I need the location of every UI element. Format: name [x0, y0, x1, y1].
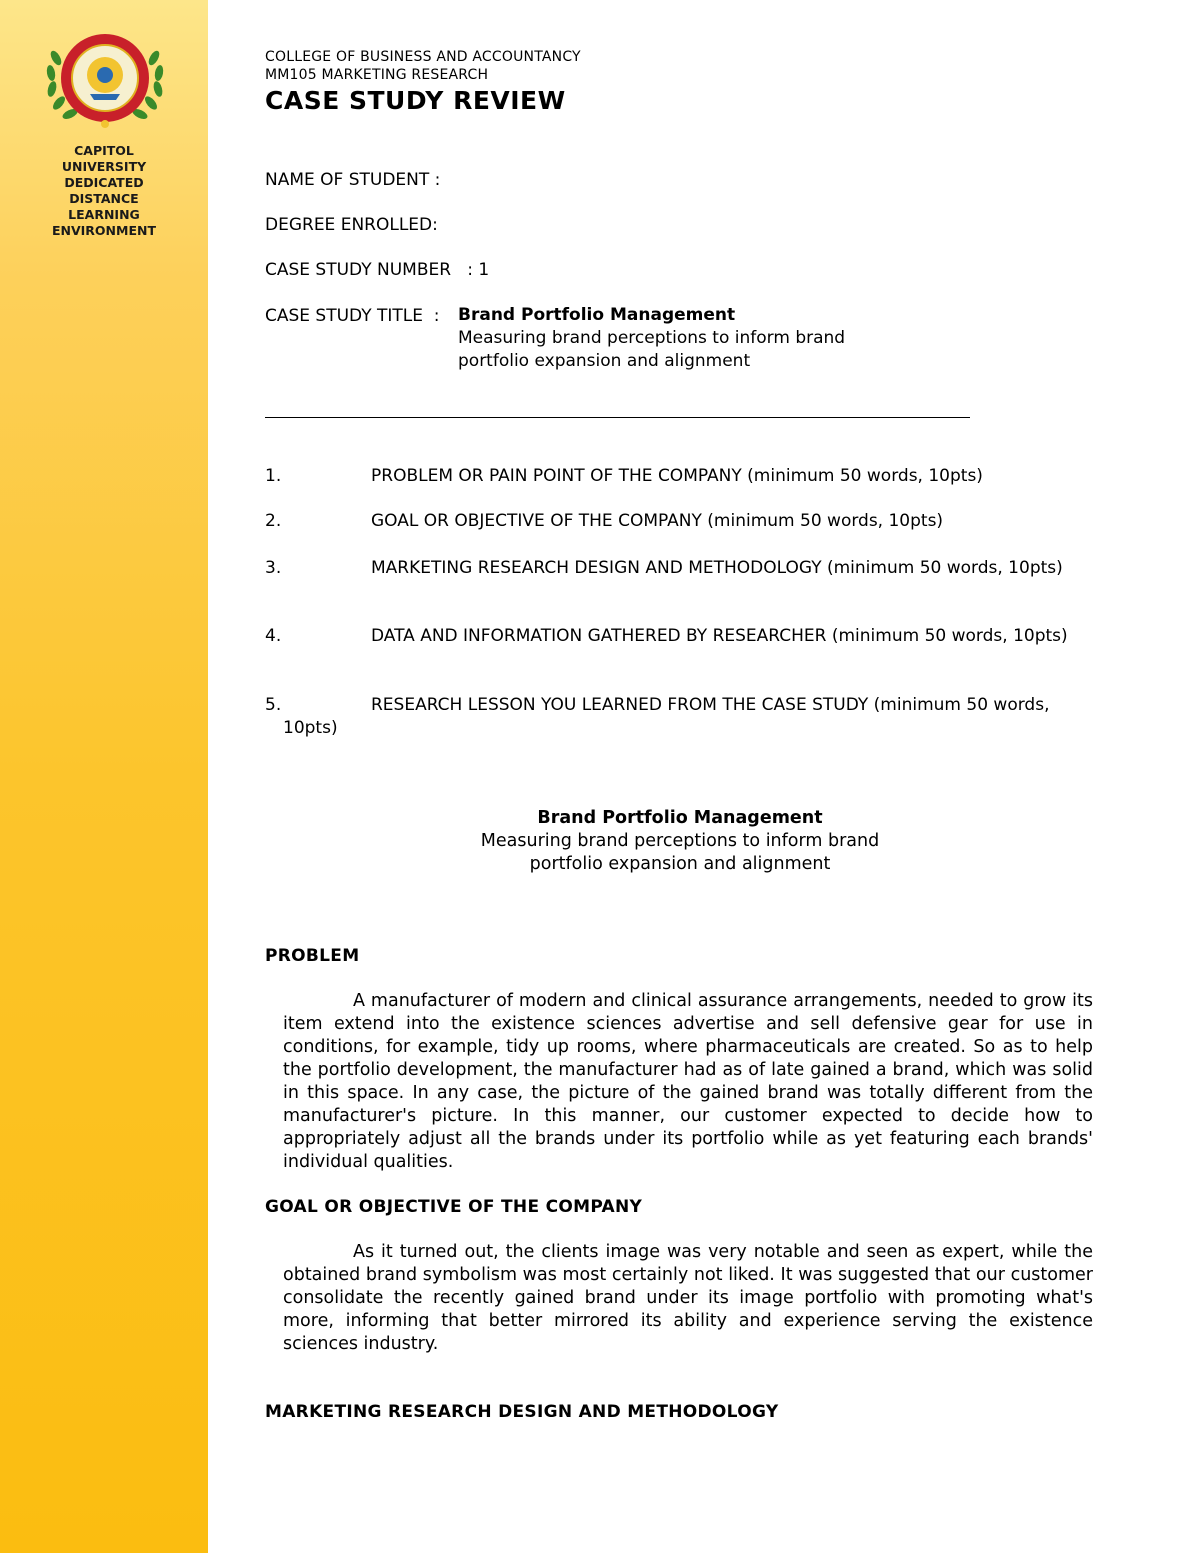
page-title: CASE STUDY REVIEW — [265, 86, 566, 115]
question-item — [265, 694, 1095, 740]
case-title-name: Brand Portfolio Management — [458, 305, 736, 325]
case-title-value — [458, 304, 845, 373]
answer-subtitle-line: portfolio expansion and alignment — [529, 854, 831, 874]
question-text: PROBLEM OR PAIN POINT OF THE COMPANY (minimum 50 words, 10pts) — [371, 466, 983, 486]
institution-line: DISTANCE — [69, 191, 139, 206]
question-number: 4. — [265, 626, 282, 646]
question-number: 5. — [265, 695, 282, 715]
case-title-label: CASE STUDY TITLE : — [265, 306, 445, 326]
question-item — [265, 625, 1095, 648]
institution-name — [0, 143, 208, 239]
methodology-heading: MARKETING RESEARCH DESIGN AND METHODOLOGY — [265, 1402, 779, 1422]
institution-line: CAPITOL — [74, 143, 134, 158]
institution-line: ENVIRONMENT — [51, 223, 156, 238]
divider — [265, 417, 970, 418]
course-code: MM105 MARKETING RESEARCH — [265, 67, 489, 83]
question-number: 1. — [265, 466, 282, 486]
degree-label: DEGREE ENROLLED: — [265, 215, 438, 235]
question-text: MARKETING RESEARCH DESIGN AND METHODOLOGY (minimum 50 words, 10pts) — [371, 558, 1063, 578]
question-text: DATA AND INFORMATION GATHERED BY RESEARCHER (minimum 50 words, 10pts) — [371, 626, 1068, 646]
goal-paragraph: As it turned out, the clients image was very notable and seen as expert, while the obtained brand symbolism was most certainly not liked. It was suggested that our customer consolidate the recently gained brand under its image portfolio with promoting what's more, informing that better mirrored its ability and experience serving the existence sciences industry. — [283, 1242, 1093, 1354]
institution-line: UNIVERSITY — [61, 159, 147, 174]
question-item — [265, 465, 1095, 488]
question-item — [265, 510, 1095, 533]
college-name: COLLEGE OF BUSINESS AND ACCOUNTANCY — [265, 49, 581, 65]
case-subtitle-line: Measuring brand perceptions to inform brand — [458, 328, 846, 348]
problem-heading: PROBLEM — [265, 946, 360, 966]
question-text: RESEARCH LESSON YOU LEARNED FROM THE CASE STUDY (minimum 50 words, 10pts) — [283, 695, 1050, 738]
question-number: 2. — [265, 511, 282, 531]
university-seal-logo — [42, 28, 168, 132]
student-name-label: NAME OF STUDENT : — [265, 170, 441, 190]
institution-line: LEARNING — [68, 207, 140, 222]
question-item — [265, 557, 1095, 580]
question-number: 3. — [265, 558, 282, 578]
answer-title-block — [415, 807, 945, 876]
sidebar-panel — [0, 0, 208, 1553]
case-number-label: CASE STUDY NUMBER : 1 — [265, 260, 490, 280]
answer-subtitle-line: Measuring brand perceptions to inform brand — [480, 831, 880, 851]
goal-heading: GOAL OR OBJECTIVE OF THE COMPANY — [265, 1197, 643, 1217]
question-text: GOAL OR OBJECTIVE OF THE COMPANY (minimum 50 words, 10pts) — [371, 511, 944, 531]
institution-line: DEDICATED — [64, 175, 144, 190]
answer-title: Brand Portfolio Management — [537, 808, 823, 828]
case-subtitle-line: portfolio expansion and alignment — [458, 351, 751, 371]
problem-paragraph: A manufacturer of modern and clinical assurance arrangements, needed to grow its item extend into the existence sciences advertise and sell defensive gear for use in conditions, for example, tidy up rooms, where pharmaceuticals are created. So as to help the portfolio development, the manufacturer had as of late gained a brand, which was solid in this space. In any case, the picture of the gained brand was totally different from the manufacturer's picture. In this manner, our customer expected to decide how to appropriately adjust all the brands under its portfolio while as yet featuring each brands' individual qualities. — [283, 991, 1093, 1172]
